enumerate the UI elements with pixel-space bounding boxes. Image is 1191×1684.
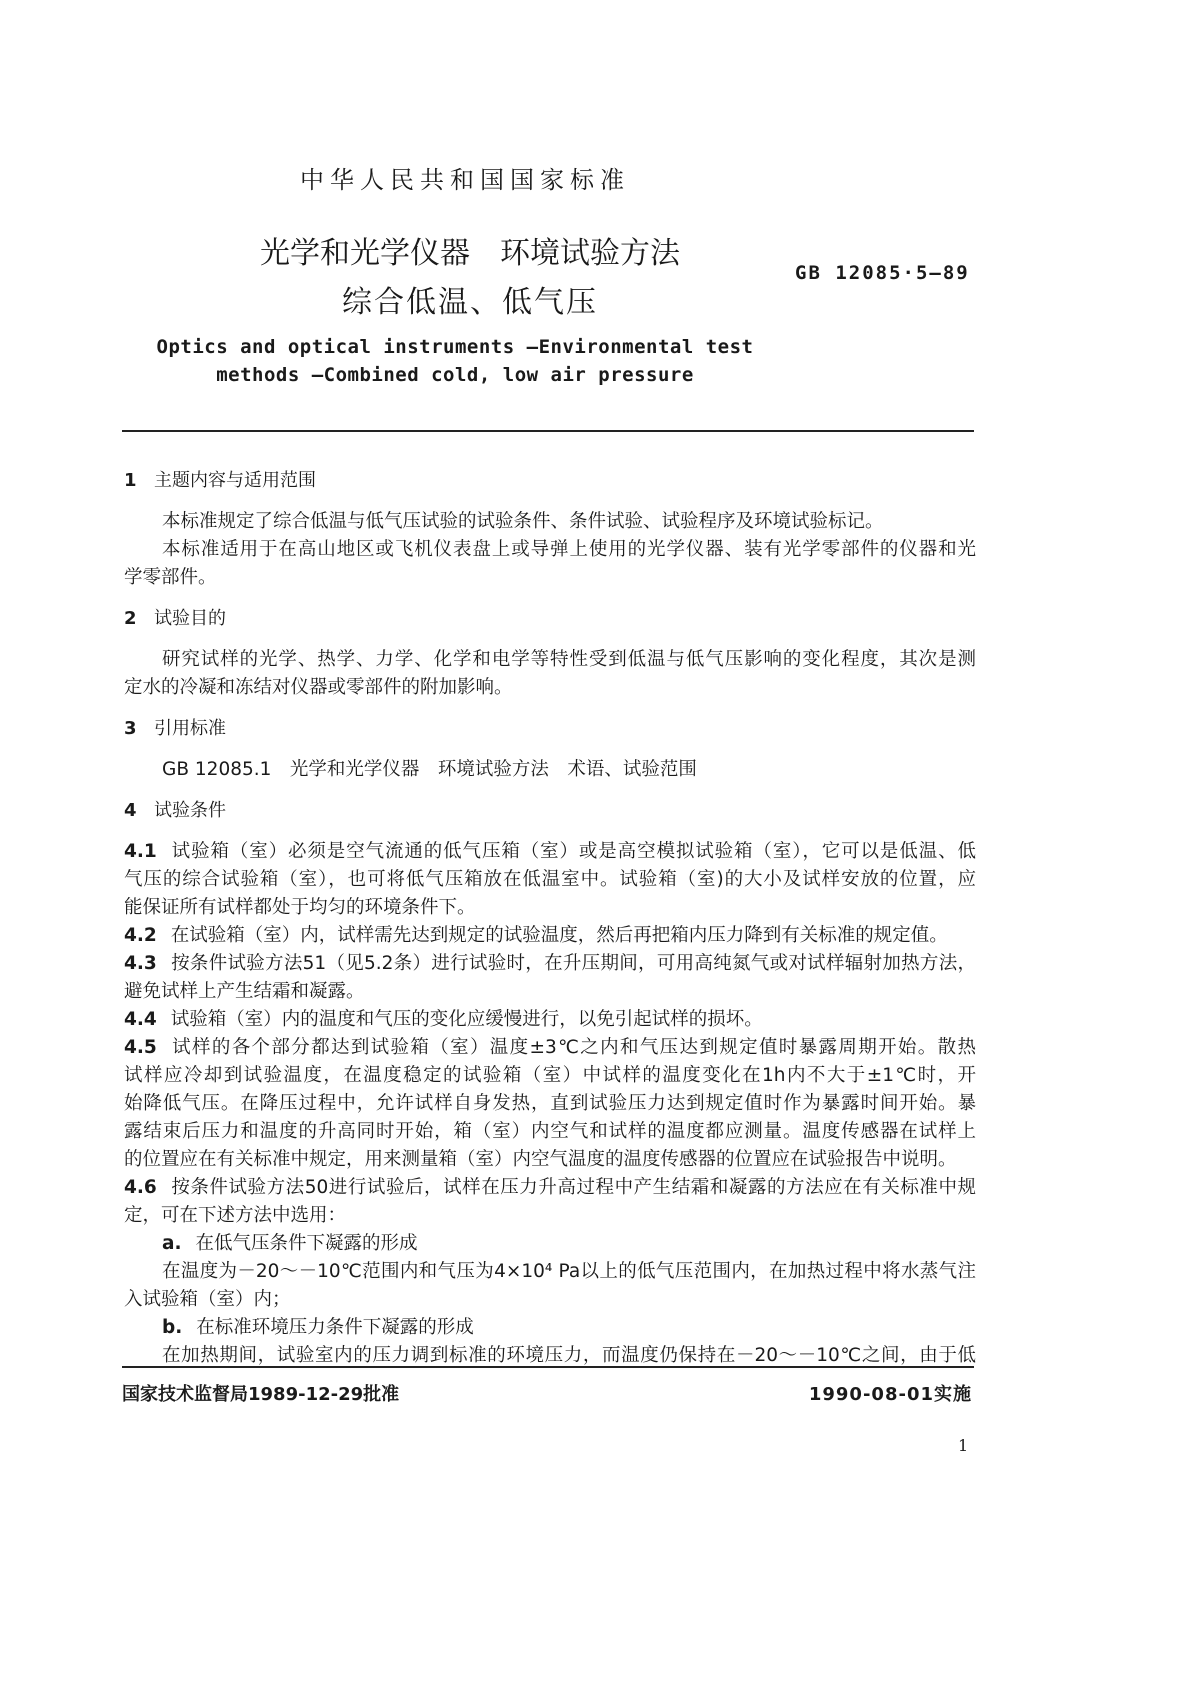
national-standard-label: 中华人民共和国国家标准 [300,166,630,194]
line-text: 试验箱（室）内的温度和气压的变化应缓慢进行，以免引起试样的损坏。 [170,1009,763,1030]
text-line [124,1118,976,1146]
line-text: 按条件试验方法51（见5.2条）进行试验时，在升压期间，可用高纯氮气或对试样辐射加热方法， [170,953,976,974]
section-heading [124,714,976,744]
clause-number: 4.4 [124,1009,157,1030]
line-text: 试样应冷却到试验温度，在温度稳定的试验箱（室）中试样的温度变化在1h内不大于±1℃时，开 [124,1065,976,1086]
text-line [124,1258,976,1286]
english-title-line1: Optics and optical instruments —Environmental test [156,336,754,358]
text-line [124,674,976,702]
standard-code: GB 12085·5—89 [795,262,970,284]
line-text: 本标准适用于在高山地区或飞机仪表盘上或导弹上使用的光学仪器、装有光学零部件的仪器和光 [162,539,976,560]
line-text: 在加热期间，试验室内的压力调到标准的环境压力，而温度仍保持在－20～－10℃之间，由于低 [162,1345,976,1366]
line-text: 本标准规定了综合低温与低气压试验的试验条件、条件试验、试验程序及环境试验标记。 [162,511,884,532]
section-2 [124,604,976,702]
clause-number: 4.2 [124,925,157,946]
line-text: 试验箱（室）必须是空气流通的低气压箱（室）或是高空模拟试验箱（室），它可以是低温、低 [170,841,976,862]
clause-number: 4.6 [124,1177,157,1198]
line-text: 始降低气压。在降压过程中，允许试样自身发热，直到试验压力达到规定值时作为暴露时间开始。暴 [124,1093,976,1114]
text-line [124,1314,976,1342]
text-line [124,564,976,592]
clause-4-5 [124,1034,976,1174]
section-number: 4 [124,800,137,821]
paragraph [124,536,976,592]
line-text: 能保证所有试样都处于均匀的环境条件下。 [124,897,476,918]
text-line [124,1034,976,1062]
document-title-line2: 综合低温、低气压 [342,285,598,320]
paragraph [124,756,976,784]
clause-b- [124,1314,976,1342]
paragraph [124,508,976,536]
clause-4-1 [124,838,976,922]
text-line [124,838,976,866]
line-text: 气压的综合试验箱（室），也可将低气压箱放在低温室中。试验箱（室)的大小及试样安放的位置，应 [124,869,976,890]
footer-divider [122,1366,974,1368]
text-line [124,1062,976,1090]
line-text: 试样的各个部分都达到试验箱（室）温度±3℃之内和气压达到规定值时暴露周期开始。散热 [170,1037,976,1058]
section-title: 主题内容与适用范围 [154,470,316,491]
text-line [124,1174,976,1202]
section-title: 试验目的 [154,608,226,629]
section-1 [124,466,976,592]
clause-4-3 [124,950,976,1006]
clause-number: a. [162,1233,182,1254]
section-title: 试验条件 [154,800,226,821]
line-text: 定水的冷凝和冻结对仪器或零部件的附加影响。 [124,677,513,698]
clause-4-4 [124,1006,976,1034]
line-text: 研究试样的光学、热学、力学、化学和电学等特性受到低温与低气压影响的变化程度，其次是测 [162,649,976,670]
text-line [124,894,976,922]
clause-4-6 [124,1174,976,1230]
text-line [124,1230,976,1258]
page-number: 1 [958,1436,969,1455]
paragraph [124,646,976,702]
line-text: GB 12085.1 光学和光学仪器 环境试验方法 术语、试验范围 [162,759,697,780]
text-line [124,1202,976,1230]
line-text: 的位置应在有关标准中规定，用来测量箱（室）内空气温度的温度传感器的位置应在试验报告中说明。 [124,1149,957,1170]
line-text: 入试验箱（室）内； [124,1289,291,1310]
text-line [124,1090,976,1118]
text-line [124,1006,976,1034]
clause-number: 4.3 [124,953,157,974]
section-heading [124,466,976,496]
text-line [124,1146,976,1174]
effective-date: 1990-08-01实施 [808,1384,972,1405]
clause-4-2 [124,922,976,950]
clause-number: 4.5 [124,1037,157,1058]
line-text: 在低气压条件下凝露的形成 [195,1233,418,1254]
paragraph [124,1258,976,1314]
line-text: 学零部件。 [124,567,217,588]
document-title-line1: 光学和光学仪器 环境试验方法 [260,236,680,271]
section-title: 引用标准 [154,718,226,739]
text-line [124,1286,976,1314]
line-text: 在温度为－20～－10℃范围内和气压为4×10⁴ Pa以上的低气压范围内，在加热过程中将水蒸气注 [162,1261,976,1282]
line-text: 定，可在下述方法中选用： [124,1205,347,1226]
text-line [124,866,976,894]
text-line [124,756,976,784]
clause-number: b. [162,1317,183,1338]
section-3 [124,714,976,784]
line-text: 避免试样上产生结霜和凝露。 [124,981,365,1002]
text-line [124,536,976,564]
clause-a- [124,1230,976,1258]
header-divider [122,430,974,432]
section-number: 1 [124,470,137,491]
text-line [124,922,976,950]
english-title-line2: methods —Combined cold, low air pressure [216,364,694,386]
section-heading [124,796,976,826]
section-number: 3 [124,718,137,739]
text-line [124,646,976,674]
clause-number: 4.1 [124,841,157,862]
line-text: 露结束后压力和温度的升高同时开始，箱（室）内空气和试样的温度都应测量。温度传感器在试样上 [124,1121,976,1142]
text-line [124,978,976,1006]
section-heading [124,604,976,634]
line-text: 按条件试验方法50进行试验后，试样在压力升高过程中产生结霜和凝露的方法应在有关标准中规 [170,1177,976,1198]
line-text: 在试验箱（室）内，试样需先达到规定的试验温度，然后再把箱内压力降到有关标准的规定值。 [170,925,948,946]
section-4 [124,796,976,1370]
text-line [124,508,976,536]
line-text: 在标准环境压力条件下凝露的形成 [196,1317,474,1338]
approval-date: 国家技术监督局1989-12-29批准 [122,1384,400,1405]
section-number: 2 [124,608,137,629]
text-line [124,950,976,978]
